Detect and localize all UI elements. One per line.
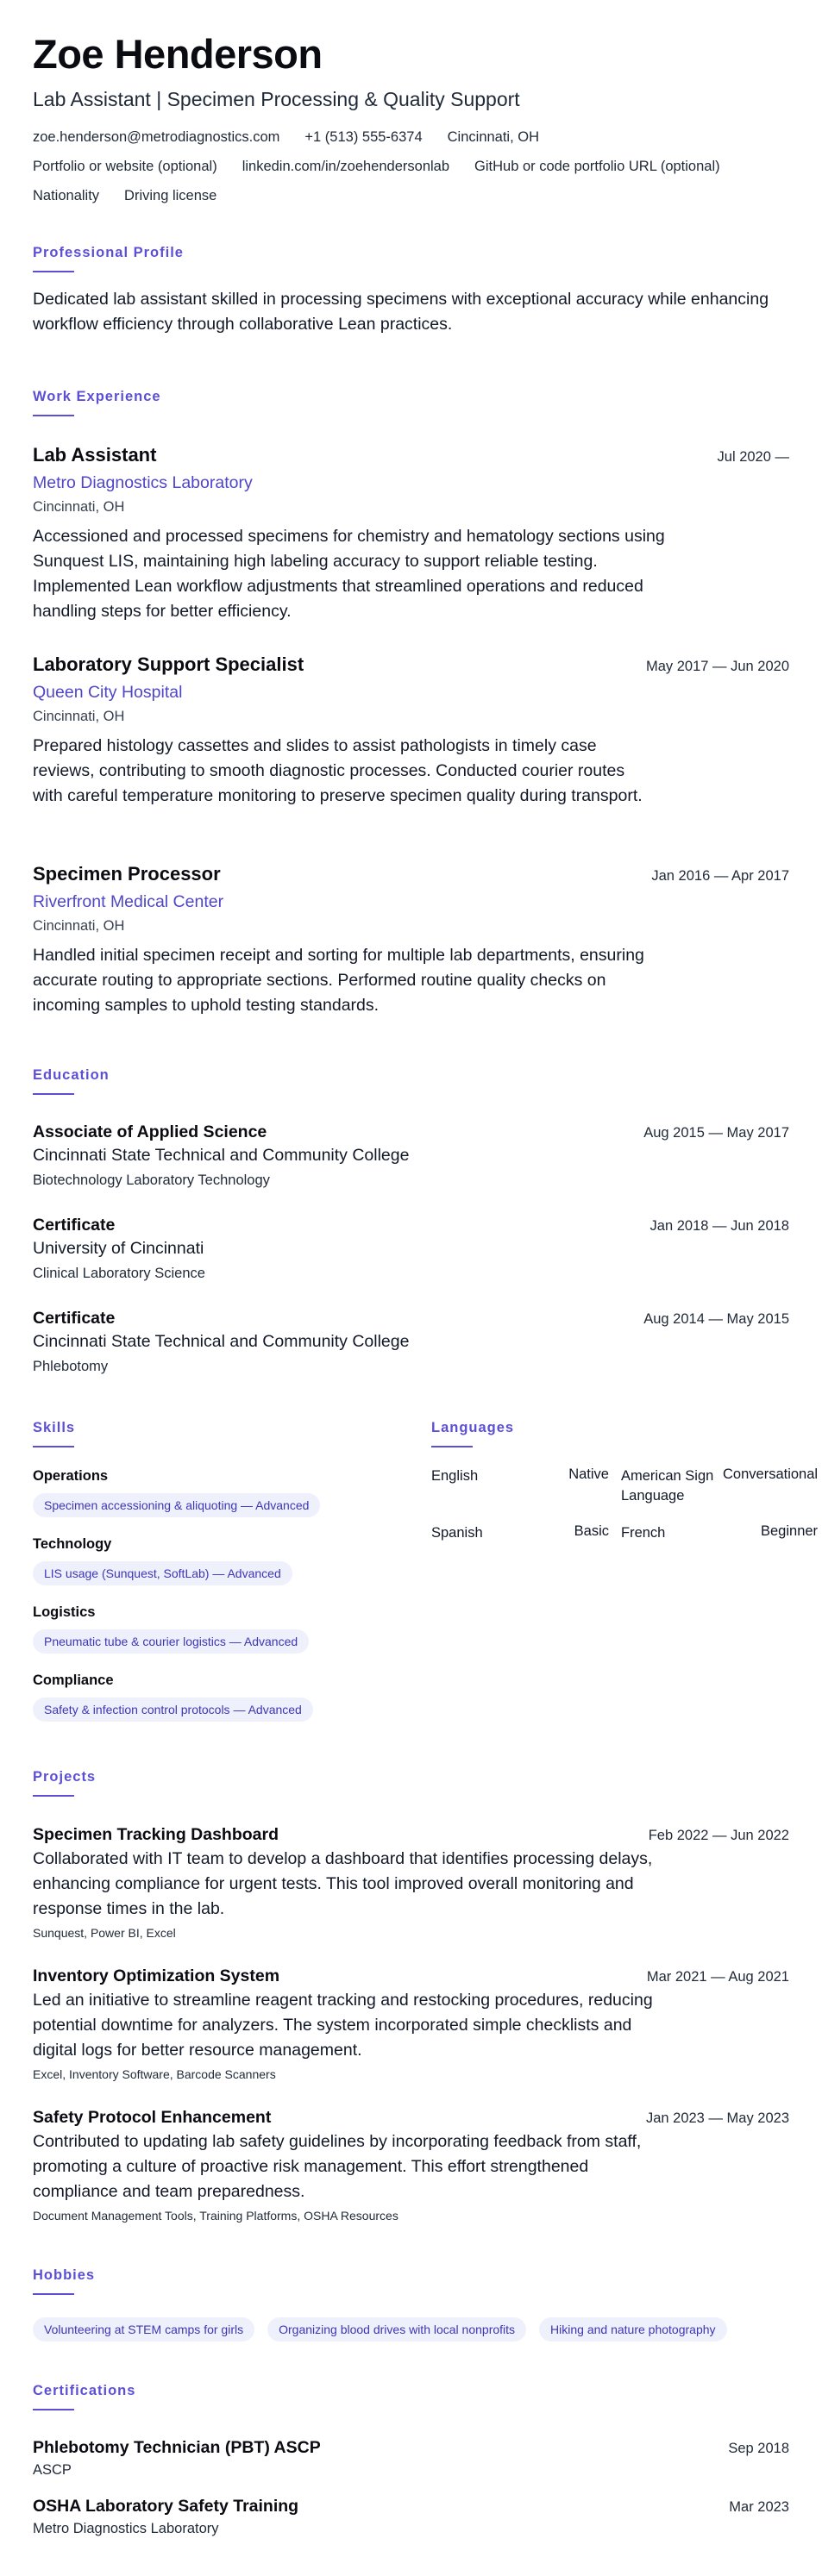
- education-school: Cincinnati State Technical and Community College: [33, 1332, 410, 1351]
- section-divider: [33, 415, 74, 416]
- job-dates: Jan 2016 — Apr 2017: [651, 868, 789, 884]
- education-entry: [33, 1307, 789, 1377]
- resume-header: [33, 31, 789, 210]
- project-entry: [33, 2106, 789, 2224]
- contact-row: [33, 122, 789, 152]
- skill-category: Technology: [33, 1536, 112, 1552]
- github-link[interactable]: GitHub or code portfolio URL (optional): [474, 158, 720, 174]
- section-divider: [33, 1093, 74, 1095]
- language-name: American Sign Language: [621, 1468, 714, 1504]
- skill-chip: Safety & infection control protocols — Advanced: [33, 1698, 313, 1722]
- section-divider: [33, 2293, 74, 2295]
- project-entry: [33, 1823, 789, 1941]
- job-title: Lab Assistant: [33, 444, 157, 466]
- education-dates: Jan 2018 — Jun 2018: [649, 1218, 789, 1234]
- education-field: Clinical Laboratory Science: [33, 1266, 205, 1281]
- project-dates: Jan 2023 — May 2023: [645, 2110, 789, 2126]
- job-description: Handled initial specimen receipt and sorting for multiple lab departments, ensuring accurate routing to appropriate sections. Performed routine quality checks on incoming samples to uphold testing standards.: [33, 946, 644, 1015]
- project-tools: Document Management Tools, Training Platforms, OSHA Resources: [33, 2209, 398, 2223]
- section-divider: [33, 2409, 74, 2410]
- section-divider: [33, 1446, 74, 1447]
- section-title: Work Experience: [33, 389, 161, 404]
- hobbies-list: [33, 2317, 789, 2342]
- certifications-section: [33, 2381, 789, 2410]
- location-text: Cincinnati, OH: [447, 128, 540, 145]
- project-entry: [33, 1965, 789, 2083]
- language-level: Basic: [574, 1523, 609, 1539]
- education-field: Phlebotomy: [33, 1359, 109, 1374]
- section-divider: [431, 1446, 473, 1447]
- section-title: Professional Profile: [33, 245, 184, 260]
- project-dates: Feb 2022 — Jun 2022: [648, 1828, 789, 1843]
- candidate-name: Zoe Henderson: [33, 31, 323, 77]
- certification-issuer: ASCP: [33, 2462, 72, 2478]
- certification-entry: [33, 2495, 789, 2538]
- education-school: Cincinnati State Technical and Community College: [33, 1146, 410, 1165]
- job-dates: Jul 2020 —: [717, 449, 789, 465]
- skill-chip: Pneumatic tube & courier logistics — Advanced: [33, 1629, 309, 1654]
- education-entry: [33, 1214, 789, 1284]
- education-degree: Certificate: [33, 1309, 116, 1328]
- education-entry: [33, 1121, 789, 1191]
- profile-summary: Dedicated lab assistant skilled in processing specimens with exceptional accuracy while enhancing workflow efficiency through collaborative Lean practices.: [33, 290, 769, 334]
- section-title: Hobbies: [33, 2267, 96, 2283]
- section-title: Skills: [33, 1420, 76, 1435]
- project-description: Led an initiative to streamline reagent tracking and restocking procedures, reducing potential downtime for analyzers. The system incorporated simple checklists and digital logs for better resource management.: [33, 1991, 653, 2060]
- language-name: French: [621, 1525, 666, 1541]
- section-divider: [33, 1795, 74, 1797]
- portfolio-link[interactable]: Portfolio or website (optional): [33, 158, 217, 174]
- certification-date: Sep 2018: [728, 2441, 789, 2456]
- skill-group: [33, 1671, 431, 1722]
- contact-row: [33, 181, 789, 210]
- skills-section: [33, 1418, 431, 1722]
- skill-group: [33, 1603, 431, 1654]
- skill-category: Compliance: [33, 1673, 114, 1688]
- job-entry: [33, 443, 789, 624]
- job-company: Metro Diagnostics Laboratory: [33, 473, 253, 492]
- job-description: Accessioned and processed specimens for chemistry and hematology sections using Sunquest LIS, maintaining high labeling accuracy to support reliable testing. Implemented Lean workflow adjustments that streamlined operations and reduced handling steps for better efficiency.: [33, 527, 665, 621]
- project-title: Inventory Optimization System: [33, 1966, 280, 1985]
- languages-list: [431, 1466, 819, 1543]
- skills-languages-row: [33, 1418, 819, 1722]
- hobby-chip: Volunteering at STEM camps for girls: [33, 2317, 254, 2342]
- certification-entry: [33, 2436, 789, 2479]
- language-level: Native: [568, 1466, 609, 1482]
- contact-row: [33, 152, 789, 181]
- project-title: Safety Protocol Enhancement: [33, 2108, 272, 2127]
- job-title: Laboratory Support Specialist: [33, 653, 304, 675]
- project-tools: Excel, Inventory Software, Barcode Scanners: [33, 2067, 276, 2081]
- language-name: Spanish: [431, 1525, 483, 1541]
- section-title: Certifications: [33, 2383, 136, 2398]
- job-entry: [33, 862, 789, 1018]
- education-dates: Aug 2014 — May 2015: [643, 1311, 789, 1327]
- candidate-headline: Lab Assistant | Specimen Processing & Quality Support: [33, 88, 520, 110]
- projects-section: [33, 1767, 789, 1797]
- job-description: Prepared histology cassettes and slides to assist pathologists in timely case reviews, contributing to smooth diagnostic processes. Conducted courier routes with careful temperature monitoring to preserve specimen quality during transport.: [33, 736, 643, 805]
- languages-section: [431, 1418, 819, 1722]
- job-location: Cincinnati, OH: [33, 918, 125, 934]
- nationality-text: Nationality: [33, 187, 100, 203]
- hobbies-section: [33, 2266, 789, 2342]
- profile-section: [33, 243, 789, 337]
- hobby-chip: Organizing blood drives with local nonprofits: [267, 2317, 526, 2342]
- project-tools: Sunquest, Power BI, Excel: [33, 1926, 176, 1940]
- certification-issuer: Metro Diagnostics Laboratory: [33, 2521, 219, 2536]
- language-level: Beginner: [761, 1523, 819, 1539]
- project-dates: Mar 2021 — Aug 2021: [646, 1969, 789, 1985]
- skill-category: Logistics: [33, 1604, 96, 1620]
- certification-title: Phlebotomy Technician (PBT) ASCP: [33, 2438, 321, 2457]
- phone-link[interactable]: +1 (513) 555-6374: [304, 128, 423, 145]
- contact-info: [33, 122, 789, 210]
- certification-date: Mar 2023: [729, 2499, 789, 2515]
- certification-title: OSHA Laboratory Safety Training: [33, 2497, 299, 2516]
- job-entry: [33, 653, 789, 809]
- job-company: Riverfront Medical Center: [33, 892, 224, 911]
- education-degree: Associate of Applied Science: [33, 1122, 267, 1141]
- skill-chip: Specimen accessioning & aliquoting — Advanced: [33, 1493, 320, 1517]
- project-title: Specimen Tracking Dashboard: [33, 1825, 279, 1844]
- driving-license-text: Driving license: [124, 187, 217, 203]
- education-school: University of Cincinnati: [33, 1239, 204, 1258]
- section-title: Languages: [431, 1420, 515, 1435]
- language-level: Conversational: [723, 1466, 819, 1482]
- section-divider: [33, 271, 74, 272]
- email-link[interactable]: zoe.henderson@metrodiagnostics.com: [33, 128, 280, 145]
- education-dates: Aug 2015 — May 2017: [643, 1125, 789, 1141]
- linkedin-link[interactable]: linkedin.com/in/zoehendersonlab: [242, 158, 450, 174]
- education-field: Biotechnology Laboratory Technology: [33, 1172, 270, 1188]
- project-description: Contributed to updating lab safety guidelines by incorporating feedback from staff, promoting a culture of proactive risk management. This effort strengthened compliance and team preparedness.: [33, 2132, 642, 2201]
- job-location: Cincinnati, OH: [33, 499, 125, 515]
- skill-group: [33, 1466, 431, 1517]
- skill-group: [33, 1535, 431, 1585]
- skill-category: Operations: [33, 1468, 109, 1484]
- skill-chip: LIS usage (Sunquest, SoftLab) — Advanced: [33, 1561, 292, 1585]
- job-title: Specimen Processor: [33, 863, 221, 885]
- language-name: English: [431, 1468, 479, 1484]
- experience-section: [33, 387, 789, 416]
- job-location: Cincinnati, OH: [33, 709, 125, 724]
- job-dates: May 2017 — Jun 2020: [645, 659, 789, 674]
- education-section: [33, 1066, 789, 1095]
- job-company: Queen City Hospital: [33, 683, 183, 702]
- section-title: Education: [33, 1067, 110, 1083]
- education-degree: Certificate: [33, 1216, 116, 1235]
- section-title: Projects: [33, 1769, 97, 1785]
- project-description: Collaborated with IT team to develop a dashboard that identifies processing delays, enhancing compliance for urgent tests. This tool improved overall monitoring and response times in the lab.: [33, 1849, 653, 1918]
- hobby-chip: Hiking and nature photography: [539, 2317, 726, 2342]
